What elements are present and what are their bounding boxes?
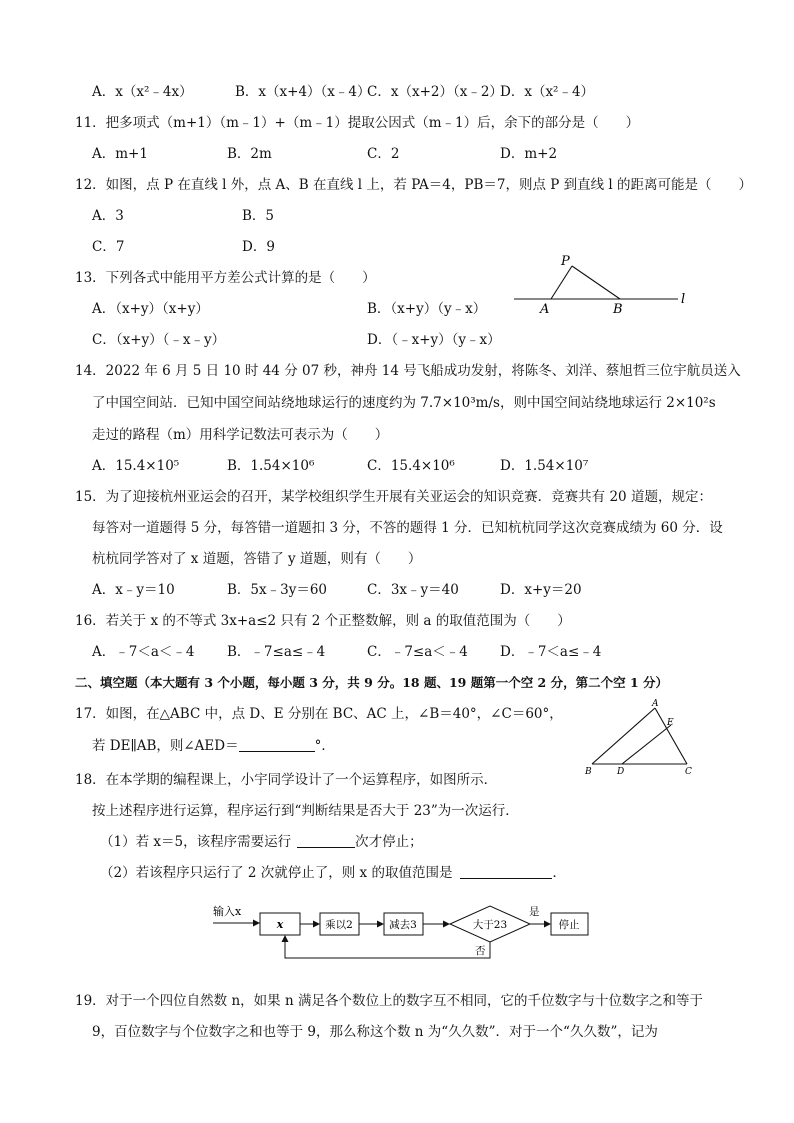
q12-stem: 12．如图，点 P 在直线 l 外，点 A、B 在直线 l 上，若 PA＝4，PB＝7，则点 P 到直线 l 的距离可能是（ ） <box>75 177 753 193</box>
q14-option-a: A．15.4×10⁵ <box>92 458 180 474</box>
q10-option-c: C．x（x+2）（x﹣2） <box>367 84 503 100</box>
q15-line-1: 15．为了迎接杭州亚运会的召开，某学校组织学生开展有关亚运会的知识竞赛．竞赛共有 20 道题，规定： <box>75 489 712 505</box>
label-a: A <box>540 302 550 317</box>
q11-stem: 11．把多项式（m+1）（m﹣1）+（m﹣1）提取公因式（m﹣1）后，余下的部分是（ ） <box>75 115 640 131</box>
q15-line-2: 每答对一道题得 5 分，每答错一道题扣 3 分，不答的题得 1 分．已知杭杭同学这次竞赛成绩为 60 分．设 <box>92 520 723 536</box>
q15-line-3: 杭杭同学答对了 x 道题，答错了 y 道题，则有（ ） <box>92 551 422 567</box>
q11-option-c: C．2 <box>367 146 400 162</box>
q14-line-3: 走过的路程（m）用科学记数法可表示为（ ） <box>92 427 389 443</box>
q17-line-2: 若 DE∥AB，则∠AED＝ °． <box>92 738 335 754</box>
q12-figure <box>510 250 695 320</box>
label-a: A <box>652 699 659 709</box>
q16-option-c: C．﹣7≤a＜﹣4 <box>367 644 468 660</box>
q10-option-a: A．x（x²﹣4x） <box>92 84 193 100</box>
q15-option-c: C．3x﹣y＝40 <box>367 582 459 598</box>
q13-stem: 13．下列各式中能用平方差公式计算的是（ ） <box>75 270 376 286</box>
label-e: E <box>667 718 674 728</box>
flow-box-x-label: x <box>276 918 284 931</box>
side-ab <box>592 708 655 764</box>
q12-option-c: C．7 <box>92 239 125 255</box>
q14-option-d: D．1.54×10⁷ <box>500 458 589 474</box>
q11-option-a: A．m+1 <box>92 146 148 162</box>
q18-sub-1: （1）若 x＝5，该程序需要运行 次才停止； <box>100 834 423 850</box>
q18-flowchart <box>205 898 605 964</box>
q18-answer-blank-1[interactable] <box>297 833 355 848</box>
side-ac <box>655 708 687 764</box>
section-2-heading: 二、填空题（本大题有 3 个小题，每小题 3 分，共 9 分。18 题、19 题第一个空 2 分，第二个空 1 分） <box>75 675 669 690</box>
q13-option-c: C．（x+y）（﹣x﹣y） <box>92 332 226 348</box>
q17-line-1: 17．如图，在△ABC 中，点 D、E 分别在 BC、AC 上，∠B＝40°，∠C＝60°， <box>75 706 563 722</box>
q13-option-a: A．（x+y）（x+y） <box>92 301 209 317</box>
segment-pa <box>551 266 572 299</box>
q10-option-b: B．x（x+4）（x﹣4） <box>235 84 371 100</box>
q15-option-a: A．x﹣y＝10 <box>92 582 175 598</box>
q18-line-1: 18．在本学期的编程课上，小宇同学设计了一个运算程序，如图所示． <box>75 772 498 788</box>
flow-arrow-no <box>285 936 490 958</box>
q13-option-b: B．（x+y）（y﹣x） <box>367 301 487 317</box>
q15-option-d: D．x+y＝20 <box>500 582 582 598</box>
segment-pb <box>572 266 620 299</box>
q17-figure <box>578 696 703 782</box>
flow-no-label: 否 <box>475 945 486 957</box>
label-p: P <box>561 254 570 269</box>
q12-option-d: D．9 <box>242 239 275 255</box>
flow-box-multiply-label: 乘以2 <box>325 919 353 931</box>
q17-answer-blank[interactable] <box>239 737 315 752</box>
label-c: C <box>685 767 692 777</box>
q11-option-b: B．2m <box>227 146 272 162</box>
q19-line-2: 9，百位数字与个位数字之和也等于 9，那么称这个数 n 为“久久数”．对于一个“久久数”，记为 <box>92 1024 658 1040</box>
q16-option-d: D．﹣7＜a≤﹣4 <box>500 644 602 660</box>
q18-line-2: 按上述程序进行运算，程序运行到“判断结果是否大于 23”为一次运行． <box>92 803 519 819</box>
q16-stem: 16．若关于 x 的不等式 3x+a≤2 只有 2 个正整数解，则 a 的取值范围为（ ） <box>75 613 571 629</box>
flow-yes-label: 是 <box>529 906 540 918</box>
q15-option-b: B．5x﹣3y＝60 <box>227 582 328 598</box>
q10-option-d: D．x（x²﹣4） <box>500 84 595 100</box>
label-b: B <box>585 767 592 777</box>
q18-answer-blank-2[interactable] <box>460 864 552 879</box>
q19-line-1: 19．对于一个四位自然数 n，如果 n 满足各个数位上的数字互不相同，它的千位数字与十位数字之和等于 <box>75 993 703 1009</box>
q13-option-d: D．（﹣x+y）（y﹣x） <box>367 332 501 348</box>
q14-line-2: 了中国空间站．已知中国空间站绕地球运行的速度约为 7.7×10³m/s，则中国空间站绕地球运行 2×10²s <box>92 395 716 411</box>
q14-line-1: 14．2022 年 6 月 5 日 10 时 44 分 07 秒，神舟 14 号飞船成功发射，将陈冬、刘洋、蔡旭哲三位宇航员送入 <box>75 363 741 379</box>
flow-box-subtract-label: 减去3 <box>389 919 417 931</box>
q12-option-a: A．3 <box>92 208 124 224</box>
q14-option-c: C．15.4×10⁶ <box>367 458 455 474</box>
q16-option-a: A．﹣7＜a＜﹣4 <box>92 644 195 660</box>
flow-box-stop-label: 停止 <box>558 919 580 931</box>
label-d: D <box>617 767 625 777</box>
q18-sub-2: （2）若该程序只运行了 2 次就停止了，则 x 的取值范围是 ． <box>100 865 566 881</box>
label-b: B <box>613 302 623 317</box>
q11-option-d: D．m+2 <box>500 146 558 162</box>
q14-option-b: B．1.54×10⁶ <box>227 458 315 474</box>
q16-option-b: B．﹣7≤a≤﹣4 <box>227 644 326 660</box>
flow-decision-label: 大于23 <box>472 919 508 931</box>
flow-input-label: 输入x <box>213 905 242 918</box>
label-l: l <box>681 292 686 307</box>
q12-option-b: B．5 <box>242 208 275 224</box>
